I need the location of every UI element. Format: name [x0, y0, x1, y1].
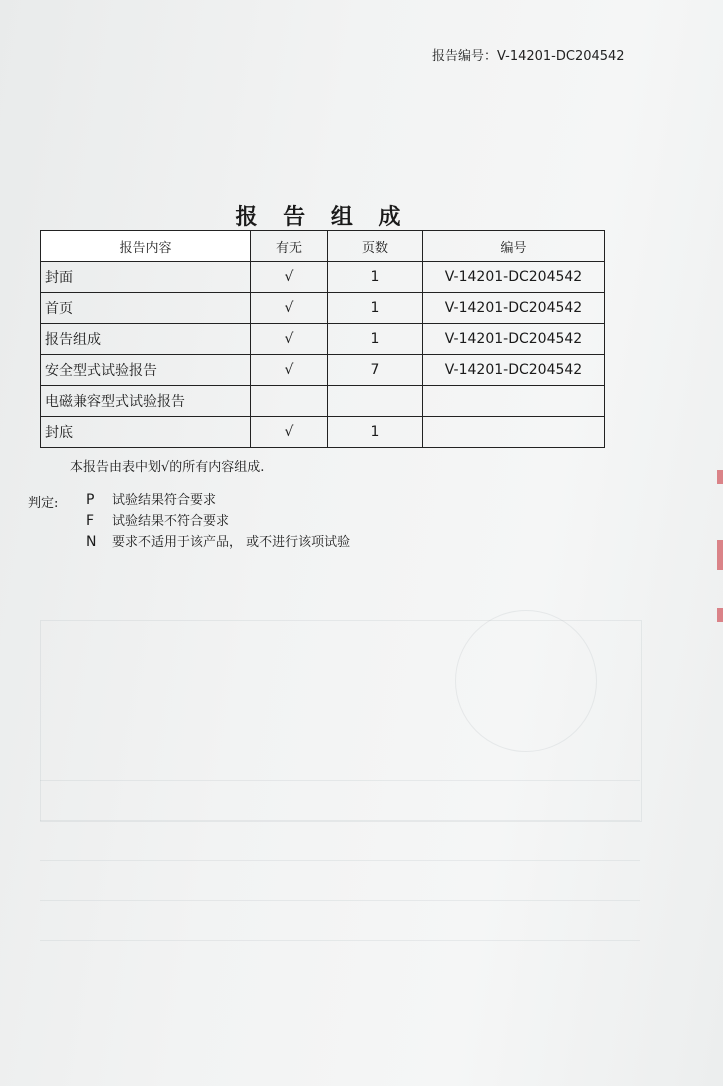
row-code: V-14201-DC204542: [423, 355, 605, 386]
row-content: 封底: [41, 417, 251, 448]
row-content: 报告组成: [41, 324, 251, 355]
row-content: 首页: [41, 293, 251, 324]
verdict-text: 试验结果不符合要求: [112, 514, 230, 529]
edge-stamp-mark: [717, 540, 723, 570]
row-code: V-14201-DC204542: [423, 262, 605, 293]
row-content: 安全型式试验报告: [41, 355, 251, 386]
report-contents-table: [40, 230, 605, 448]
verdict-code: P: [86, 492, 95, 508]
table-row: [41, 324, 605, 355]
row-pages: [328, 386, 423, 417]
row-has: √: [251, 262, 328, 293]
verdict-code: N: [86, 534, 97, 550]
row-has: √: [251, 355, 328, 386]
column-header-pages: 页数: [328, 231, 423, 262]
row-has: √: [251, 293, 328, 324]
verdict-item: [86, 532, 350, 553]
table-note: 本报告由表中划√的所有内容组成.: [70, 460, 265, 475]
bleed-through-line: [40, 900, 640, 901]
verdict-code: F: [86, 513, 95, 529]
row-has: √: [251, 417, 328, 448]
bleed-through-line: [40, 780, 640, 781]
bleed-through-line: [40, 820, 640, 821]
row-pages: 1: [328, 262, 423, 293]
verdict-item: [86, 511, 350, 532]
verdict-item: [86, 490, 350, 511]
bleed-through-stamp: [455, 610, 597, 752]
bleed-through-line: [40, 940, 640, 941]
table-row: [41, 262, 605, 293]
row-content: 电磁兼容型式试验报告: [41, 386, 251, 417]
page-title: 报 告 组 成: [235, 204, 410, 230]
column-header-code: 编号: [423, 231, 605, 262]
row-content: 封面: [41, 262, 251, 293]
column-header-content: 报告内容: [41, 231, 251, 262]
table-row: [41, 386, 605, 417]
verdict-legend: [86, 490, 350, 553]
table-row: [41, 355, 605, 386]
row-has: [251, 386, 328, 417]
verdict-text: 试验结果符合要求: [112, 493, 217, 508]
edge-stamp-mark: [717, 608, 723, 622]
verdict-text: 要求不适用于该产品， 或不进行该项试验: [112, 535, 351, 550]
row-code: V-14201-DC204542: [423, 293, 605, 324]
row-pages: 1: [328, 293, 423, 324]
edge-stamp-mark: [717, 470, 723, 484]
row-has: √: [251, 324, 328, 355]
table-row: [41, 417, 605, 448]
table-header-row: [41, 231, 605, 262]
row-pages: 1: [328, 324, 423, 355]
column-header-has: 有无: [251, 231, 328, 262]
row-code: V-14201-DC204542: [423, 324, 605, 355]
row-pages: 7: [328, 355, 423, 386]
verdict-label: 判定:: [28, 496, 59, 511]
row-code: [423, 386, 605, 417]
report-number: 报告编号：V-14201-DC204542: [432, 49, 625, 64]
bleed-through-line: [40, 860, 640, 861]
row-code: [423, 417, 605, 448]
row-pages: 1: [328, 417, 423, 448]
table-row: [41, 293, 605, 324]
